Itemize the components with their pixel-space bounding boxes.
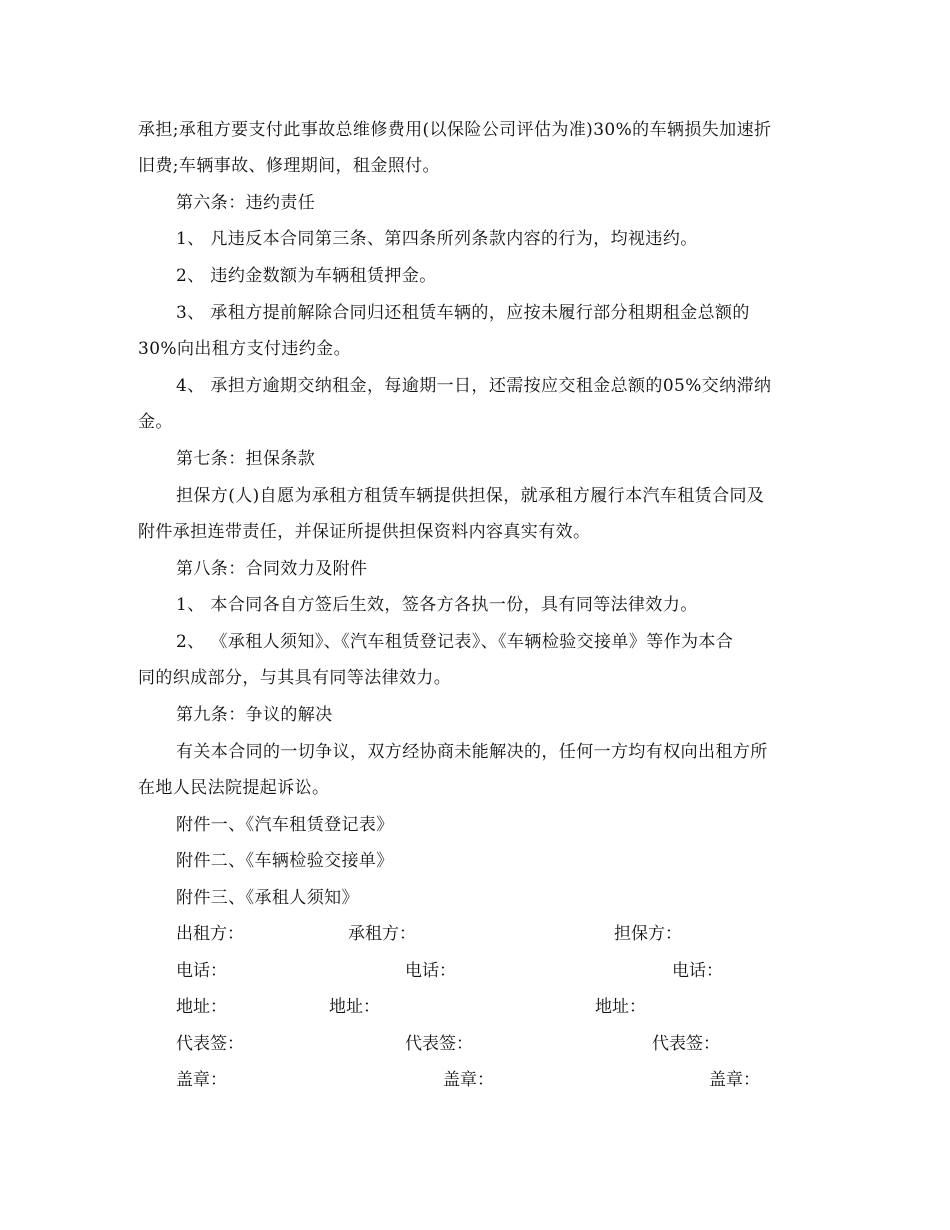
attachment-item: 附件一、《汽车租赁登记表》: [176, 815, 394, 835]
section-heading-article-8: 第八条：合同效力及附件: [176, 559, 368, 579]
sig-lessee-seal: 盖章：: [443, 1070, 494, 1090]
sig-lessee-rep: 代表签：: [405, 1034, 473, 1054]
sig-guarantor-label: 担保方：: [614, 924, 682, 944]
clause-item: 4、 承担方逾期交纳租金，每逾期一日，还需按应交租金总额的05%交纳滞纳: [176, 376, 772, 396]
clause-text-line: 在地人民法院提起诉讼。: [138, 778, 330, 798]
clause-item: 1、 凡违反本合同第三条、第四条所列条款内容的行为，均视违约。: [176, 229, 698, 249]
sig-lessor-rep: 代表签：: [176, 1034, 244, 1054]
sig-lessee-address: 地址：: [329, 997, 380, 1017]
clause-text-line: 30%向出租方支付违约金。: [138, 339, 351, 359]
sig-lessor-seal: 盖章：: [176, 1070, 227, 1090]
clause-text-line: 金。: [138, 412, 173, 432]
sig-lessor-address: 地址：: [176, 997, 227, 1017]
clause-text-line: 同的织成部分，与其具有同等法律效力。: [138, 668, 452, 688]
clause-text-line: 旧费;车辆事故、修理期间，租金照付。: [138, 156, 440, 176]
clause-text-line: 附件承担连带责任，并保证所提供担保资料内容真实有效。: [138, 522, 591, 542]
clause-item: 2、 违约金数额为车辆租赁押金。: [176, 266, 437, 286]
clause-item: 3、 承租方提前解除合同归还租赁车辆的，应按未履行部分租期租金总额的: [176, 303, 750, 323]
attachment-item: 附件三、《承租人须知》: [176, 888, 359, 908]
clause-item: 2、 《承租人须知》、《汽车租赁登记表》、《车辆检验交接单》等作为本合: [176, 632, 734, 652]
sig-guarantor-seal: 盖章：: [709, 1070, 760, 1090]
sig-lessee-phone: 电话：: [405, 961, 456, 981]
sig-guarantor-address: 地址：: [595, 997, 646, 1017]
clause-item: 担保方(人)自愿为承租方租赁车辆提供担保，就承租方履行本汽车租赁合同及: [176, 486, 765, 506]
section-heading-article-7: 第七条：担保条款: [176, 449, 316, 469]
sig-lessor-label: 出租方：: [176, 924, 244, 944]
clause-item: 1、 本合同各自方签后生效，签各方各执一份，具有同等法律效力。: [176, 595, 698, 615]
sig-guarantor-rep: 代表签：: [652, 1034, 720, 1054]
sig-lessor-phone: 电话：: [176, 961, 227, 981]
attachment-item: 附件二、《车辆检验交接单》: [176, 851, 394, 871]
section-heading-article-6: 第六条：违约责任: [176, 193, 316, 213]
sig-guarantor-phone: 电话：: [672, 961, 723, 981]
section-heading-article-9: 第九条：争议的解决: [176, 705, 333, 725]
sig-lessee-label: 承租方：: [348, 924, 416, 944]
clause-item: 有关本合同的一切争议，双方经协商未能解决的，任何一方均有权向出租方所: [176, 742, 768, 762]
clause-text-line: 承担;承租方要支付此事故总维修费用(以保险公司评估为准)30%的车辆损失加速折: [138, 120, 772, 140]
